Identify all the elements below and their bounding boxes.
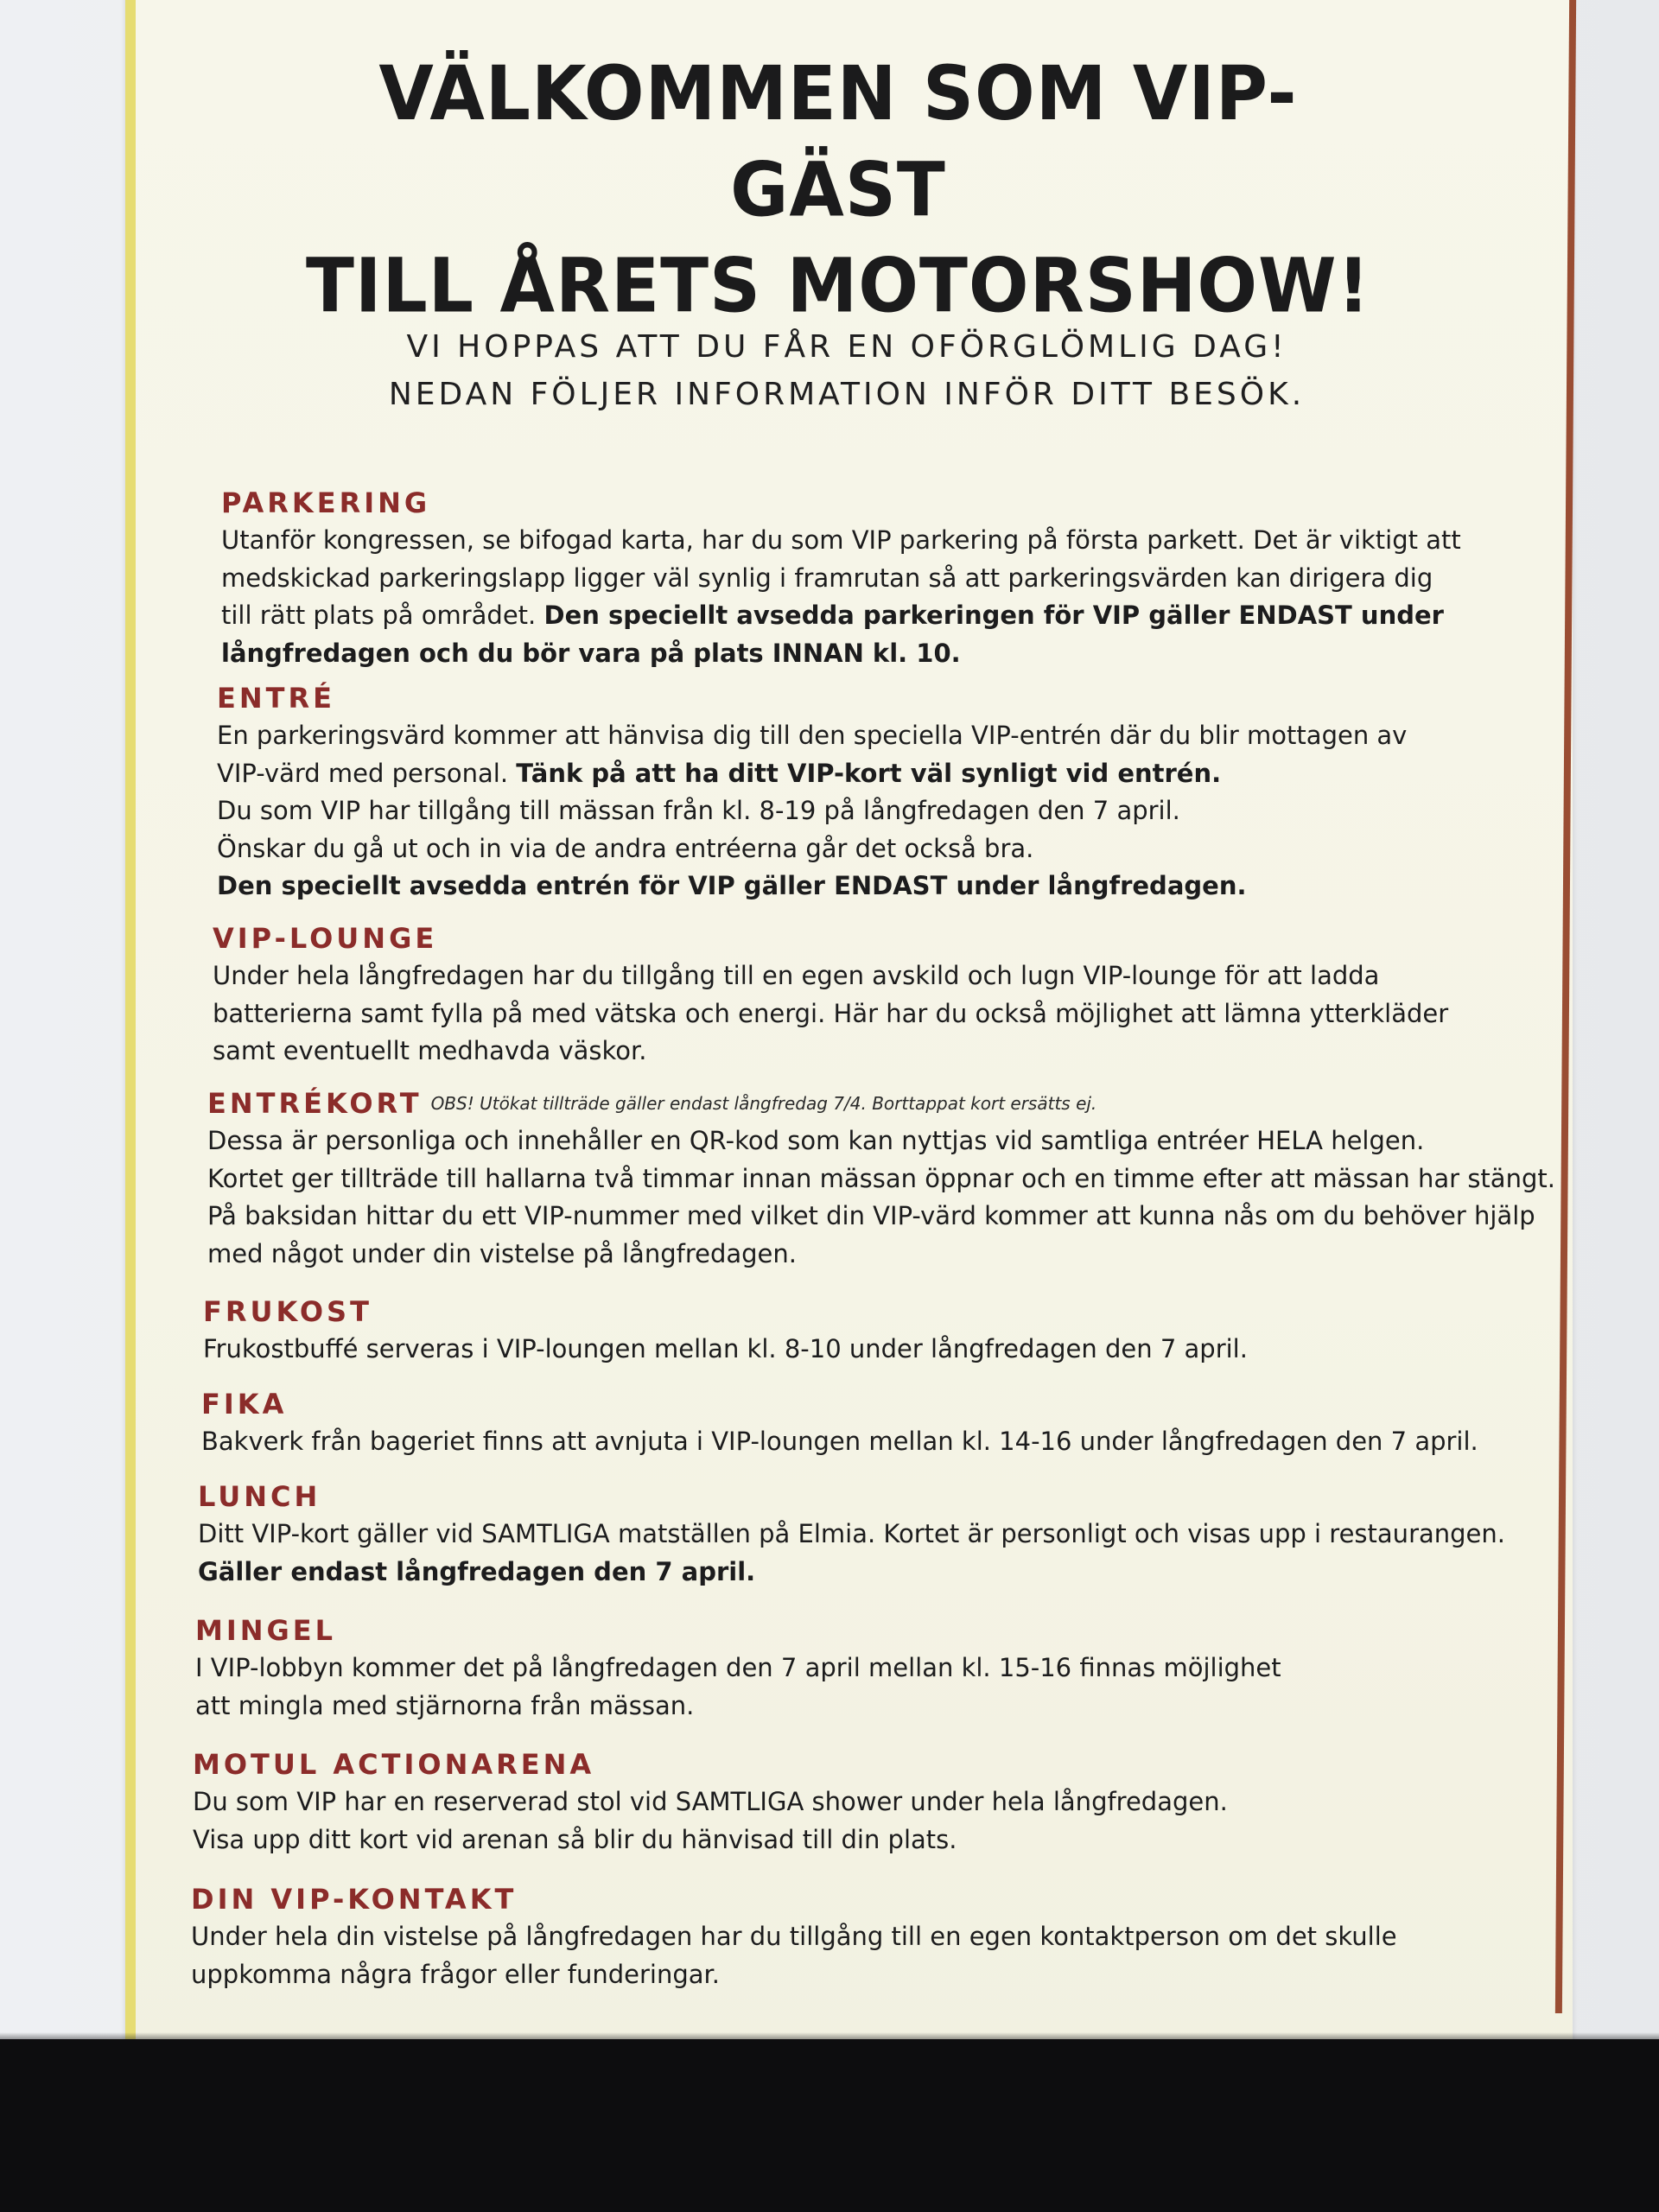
dark-surface <box>0 2039 1659 2212</box>
section-heading: ENTRÉ <box>217 682 335 715</box>
section-text-line: Ditt VIP-kort gäller vid SAMTLIGA matställen på Elmia. Kortet är personligt och visas upp i restaurangen. <box>198 1519 1505 1548</box>
section-text-line: Önskar du gå ut och in via de andra entréerna går det också bra. <box>217 833 1034 863</box>
section-vip-lounge <box>213 919 1543 1071</box>
section-text-line: Du som VIP har tillgång till mässan från kl. 8-19 på långfredagen den 7 april. <box>217 796 1180 825</box>
section-text-bold: Tänk på att ha ditt VIP-kort väl synligt vid entrén. <box>516 758 1222 788</box>
section-lunch <box>198 1478 1529 1591</box>
page-title <box>294 47 1382 335</box>
section-entre <box>217 679 1548 906</box>
section-text-line: långfredagen och du bör vara på plats INNAN kl. 10. <box>221 638 961 668</box>
section-text-line: På baksidan hittar du ett VIP-nummer med vilket din VIP-värd kommer att kunna nås om du behöver hjälp <box>207 1201 1535 1230</box>
section-text-line: samt eventuellt medhavda väskor. <box>213 1036 647 1065</box>
section-text-line: Bakverk från bageriet finns att avnjuta i VIP-loungen mellan kl. 14-16 under långfredagen den 7 april. <box>201 1427 1478 1456</box>
section-heading: MOTUL ACTIONARENA <box>193 1748 595 1781</box>
section-text-line <box>217 755 1548 793</box>
section-text-line: Gäller endast långfredagen den 7 april. <box>198 1556 756 1586</box>
section-heading: LUNCH <box>198 1480 321 1513</box>
section-text-line: Visa upp ditt kort vid arenan så blir du hänvisad till din plats. <box>193 1824 957 1854</box>
title-line-2: TILL ÅRETS MOTORSHOW! <box>306 243 1370 330</box>
section-text-line: Under hela din vistelse på långfredagen har du tillgång till en egen kontaktperson om det skulle <box>191 1922 1397 1951</box>
section-text-plain: till rätt plats på området. <box>221 601 544 630</box>
section-heading: FIKA <box>201 1388 288 1421</box>
section-heading: DIN VIP-KONTAKT <box>191 1883 518 1916</box>
section-fika <box>201 1385 1532 1461</box>
section-heading-row <box>207 1084 1538 1122</box>
section-text-plain: VIP-värd med personal. <box>217 758 517 788</box>
section-heading: PARKERING <box>221 486 431 519</box>
section-text-line: Kortet ger tillträde till hallarna två timmar innan mässan öppnar och en timme efter att mässan har stängt. <box>207 1163 1555 1193</box>
section-frukost <box>203 1293 1534 1369</box>
section-text-bold: Den speciellt avsedda parkeringen för VIP gäller ENDAST under <box>543 601 1444 630</box>
section-parkering <box>221 484 1552 672</box>
section-text-line: att mingla med stjärnorna från mässan. <box>195 1690 695 1720</box>
flyer-left-stripe <box>125 0 136 2056</box>
section-text-line: med något under din vistelse på långfredagen. <box>207 1238 797 1268</box>
section-text-line: Du som VIP har en reserverad stol vid SAMTLIGA shower under hela långfredagen. <box>193 1787 1228 1816</box>
section-text-line: I VIP-lobbyn kommer det på långfredagen den 7 april mellan kl. 15-16 finnas möjlighet <box>195 1653 1281 1682</box>
section-text-line: Den speciellt avsedda entrén för VIP gäller ENDAST under långfredagen. <box>217 871 1247 900</box>
section-note: OBS! Utökat tillträde gäller endast långfredag 7/4. Borttappat kort ersätts ej. <box>430 1093 1097 1114</box>
section-heading: MINGEL <box>195 1614 337 1647</box>
title-line-1: VÄLKOMMEN SOM VIP-GÄST <box>378 51 1298 234</box>
section-text-line: batterierna samt fylla på med vätska och energi. Här har du också möjlighet att lämna ytterkläder <box>213 998 1449 1028</box>
page-subtitle <box>311 323 1382 418</box>
section-text-line: En parkeringsvärd kommer att hänvisa dig till den speciella VIP-entrén där du blir mottagen av <box>217 721 1408 750</box>
section-entrekort <box>207 1084 1555 1273</box>
section-text-line: Utanför kongressen, se bifogad karta, har du som VIP parkering på första parkett. Det är viktigt att <box>221 525 1461 555</box>
section-text-line: Frukostbuffé serveras i VIP-loungen mellan kl. 8-10 under långfredagen den 7 april. <box>203 1334 1248 1363</box>
section-mingel <box>195 1611 1526 1725</box>
section-heading: VIP-LOUNGE <box>213 922 438 955</box>
section-text-line: Dessa är personliga och innehåller en QR-kod som kan nyttjas vid samtliga entréer HELA helgen. <box>207 1126 1425 1155</box>
section-heading: ENTRÉKORT <box>207 1087 423 1120</box>
section-text-line: Under hela långfredagen har du tillgång till en egen avskild och lugn VIP-lounge för att ladda <box>213 961 1380 990</box>
section-vip-kontakt <box>191 1880 1522 1993</box>
section-heading: FRUKOST <box>203 1295 372 1328</box>
section-text-line: medskickad parkeringslapp ligger väl synlig i framrutan så att parkeringsvärden kan dirigera dig <box>221 563 1433 593</box>
section-motul-actionarena <box>193 1745 1523 1859</box>
section-text-line: uppkomma några frågor eller funderingar. <box>191 1959 721 1989</box>
subtitle-line-2: NEDAN FÖLJER INFORMATION INFÖR DITT BESÖK. <box>388 377 1306 412</box>
subtitle-line-1: VI HOPPAS ATT DU FÅR EN OFÖRGLÖMLIG DAG! <box>406 329 1287 365</box>
section-text-line <box>221 597 1552 635</box>
